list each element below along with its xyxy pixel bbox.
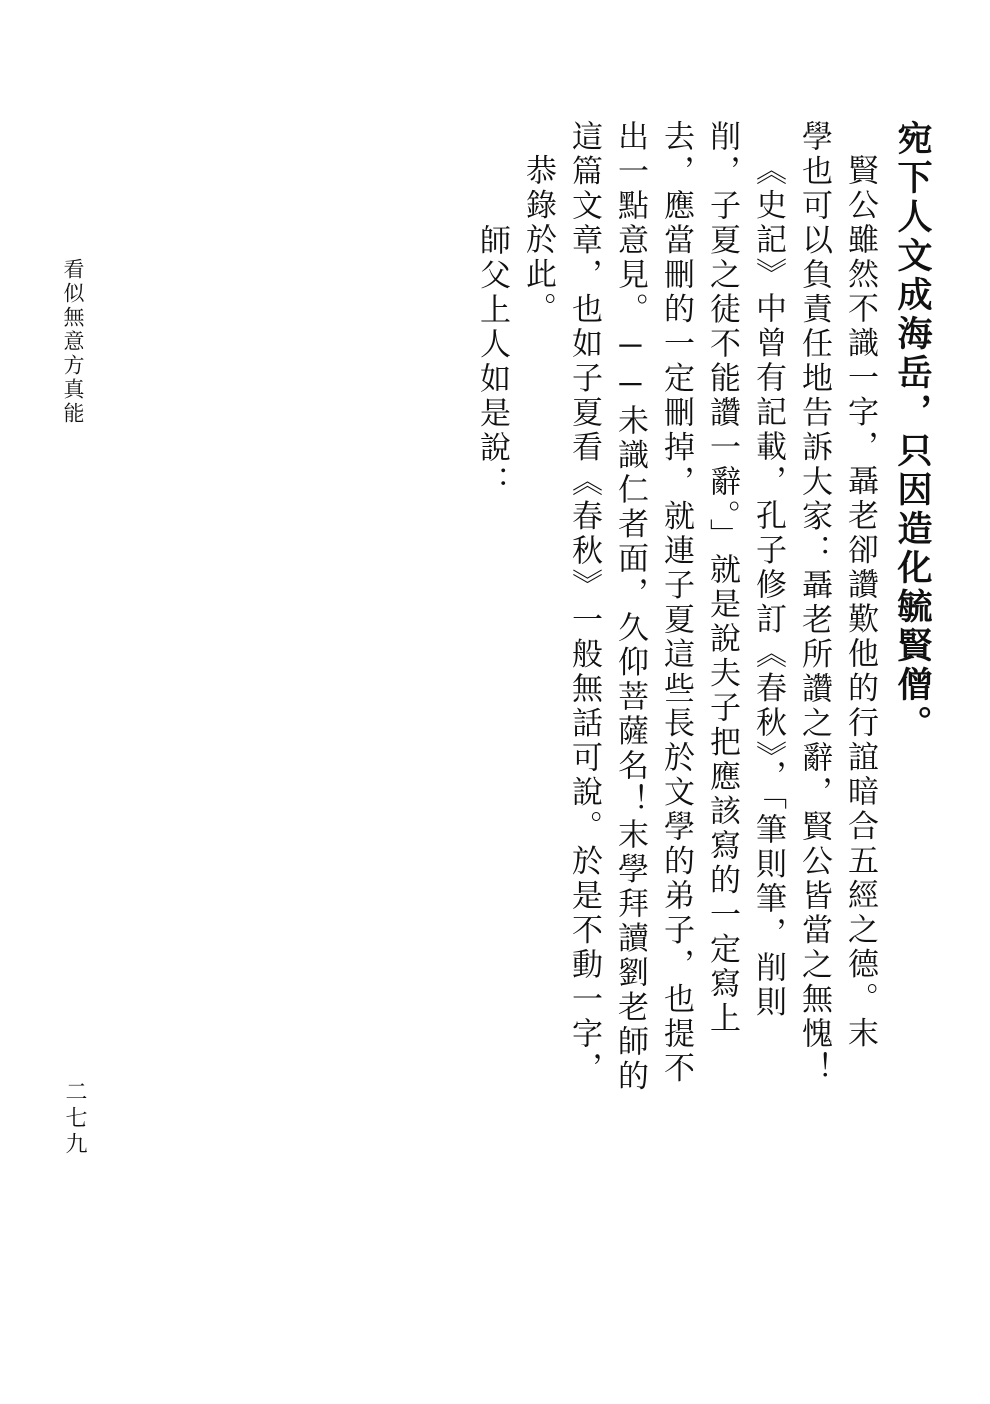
body-line: 師父上人如是說： — [475, 224, 510, 500]
page-number: 二七九 — [63, 1080, 88, 1158]
vertical-text-block — [462, 120, 930, 1300]
running-header: 看似無意方真能 — [61, 258, 85, 426]
body-line: 賢公雖然不識一字，聶老卻讚歎他的行誼暗合五經之德。末 — [843, 154, 878, 1051]
body-line: 去，應當刪的一定刪掉，就連子夏這些長於文學的弟子，也提不 — [659, 120, 694, 1086]
body-line: 出一點意見。──未識仁者面，久仰菩薩名！末學拜讀劉老師的 — [613, 120, 648, 1094]
body-line: 學也可以負責任地告訴大家：聶老所讚之辭，賢公皆當之無愧！ — [797, 120, 832, 1086]
body-line: 這篇文章，也如子夏看《春秋》一般無話可說。於是不動一字， — [567, 120, 602, 1086]
page-heading: 宛下人文成海岳，只因造化毓賢僧。 — [893, 120, 932, 744]
body-line: 《史記》中曾有記載，孔子修訂《春秋》，「筆則筆，削則 — [751, 154, 786, 1020]
body-line: 削，子夏之徒不能讚一辭。」就是說夫子把應該寫的一定寫上 — [705, 120, 740, 1036]
body-line: 恭錄於此。 — [521, 154, 556, 327]
